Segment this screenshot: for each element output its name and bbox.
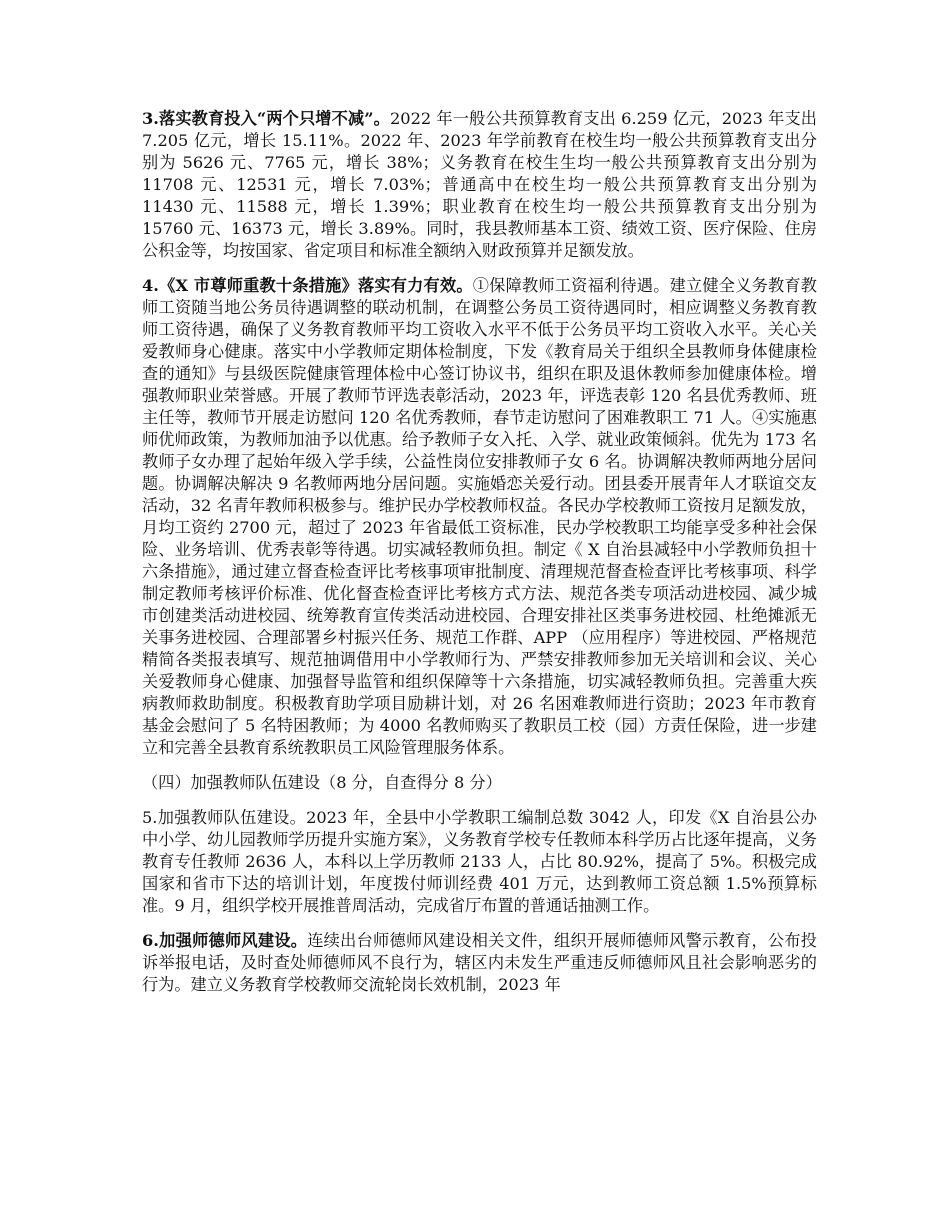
paragraph-4-lead: 4.《X 市尊师重教十条措施》落实有力有效。: [142, 276, 473, 295]
paragraph-6: [142, 930, 817, 996]
paragraph-5-body: 2023 年，全县中小学教职工编制总数 3042 人，印发《X 自治县公办中小学、幼儿园教师学历提升实施方案》，义务教育学校专任教师本科学历占比逐年提高，义务教育专任教师 2636 人，本科以上学历教师 2133 人，占比 80.92%，提高了 5%。积极完成国家和省市下达的培训计划，年度拨付师训经费 401 万元，达到教师工资总额 1.5%预算标准。9 月，组织学校开展推普周活动，完成省厅布置的普通话抽测工作。: [142, 808, 817, 915]
paragraph-4: [142, 275, 817, 759]
paragraph-3-body: 2022 年一般公共预算教育支出 6.259 亿元，2023 年支出 7.205 亿元，增长 15.11%。2022 年、2023 年学前教育在校生均一般公共预算教育支出分别为 5626 元、7765 元，增长 38%；义务教育在校生生均一般公共预算教育支出分别为 11708 元、12531 元，增长 7.03%；普通高中在校生均一般公共预算教育支出分别为 11430 元、11588 元，增长 1.39%；职业教育在校生均一般公共预算教育支出分别为 15760 元、16373 元，增长 3.89%。同时，我县教师基本工资、绩效工资、医疗保险、住房公积金等，均按国家、省定项目和标准全额纳入财政预算并足额发放。: [142, 109, 817, 260]
document-page: [142, 108, 817, 1009]
paragraph-5: [142, 807, 817, 917]
paragraph-3: [142, 108, 817, 262]
paragraph-3-lead: 3.落实教育投入“两个只增不减”。: [142, 109, 390, 128]
paragraph-5-lead: 5.加强教师队伍建设。: [142, 808, 307, 827]
paragraph-6-body: 连续出台师德师风建设相关文件，组织开展师德师风警示教育，公布投诉举报电话，及时查处师德师风不良行为，辖区内未发生严重违反师德师风且社会影响恶劣的行为。建立义务教育学校教师交流轮岗长效机制，2023 年: [142, 931, 817, 994]
paragraph-4-body: ①保障教师工资福利待遇。建立健全义务教育教师工资随当地公务员待遇调整的联动机制，在调整公务员工资待遇同时，相应调整义务教育教师工资待遇，确保了义务教育教师平均工资收入水平不低于公务员平均工资收入水平。关心关爱教师身心健康。落实中小学教师定期体检制度，下发《教育局关于组织全县教师身体健康检查的通知》与县级医院健康管理体检中心签订协议书，组织在职及退休教师参加健康体检。增强教师职业荣誉感。开展了教师节评选表彰活动，2023 年，评选表彰 120 名县优秀教师、班主任等，教师节开展走访慰问 120 名优秀教师，春节走访慰问了困难教职工 71 人。④实施惠师优师政策，为教师加油予以优惠。给予教师子女入托、入学、就业政策倾斜。优先为 173 名教师子女办理了起始年级入学手续，公益性岗位安排教师子女 6 名。协调解决教师两地分居问题。协调解决解决 9 名教师两地分居问题。实施婚恋关爱行动。团县委开展青年人才联谊交友活动，32 名青年教师积极参与。维护民办学校教师权益。各民办学校教师工资按月足额发放，月均工资约 2700 元，超过了 2023 年省最低工资标准，民办学校教职工均能享受多种社会保险、业务培训、优秀表彰等待遇。切实减轻教师负担。制定《 X 自治县减轻中小学教师负担十六条措施》，通过建立督查检查评比考核事项审批制度、清理规范督查检查评比考核事项、科学制定教师考核评价标准、优化督查检查评比考核方式方法、规范各类专项活动进校园、减少城市创建类活动进校园、统筹教育宣传类活动进校园、合理安排社区类事务进校园、杜绝摊派无关事务进校园、合理部署乡村振兴任务、规范工作群、APP （应用程序）等进校园、严格规范精简各类报表填写、规范抽调借用中小学教师行为、严禁安排教师参加无关培训和会议、关心关爱教师身心健康、加强督导监管和组织保障等十六条措施，切实减轻教师负担。完善重大疾病教师救助制度。积极教育助学项目励耕计划，对 26 名困难教师进行资助；2023 年市教育基金会慰问了 5 名特困教师；为 4000 名教师购买了教职员工校（园）方责任保险，进一步建立和完善全县教育系统教职员工风险管理服务体系。: [142, 276, 817, 757]
paragraph-6-lead: 6.加强师德师风建设。: [142, 931, 308, 950]
section-heading-4: （四）加强教师队伍建设（8 分，自查得分 8 分）: [142, 773, 502, 792]
